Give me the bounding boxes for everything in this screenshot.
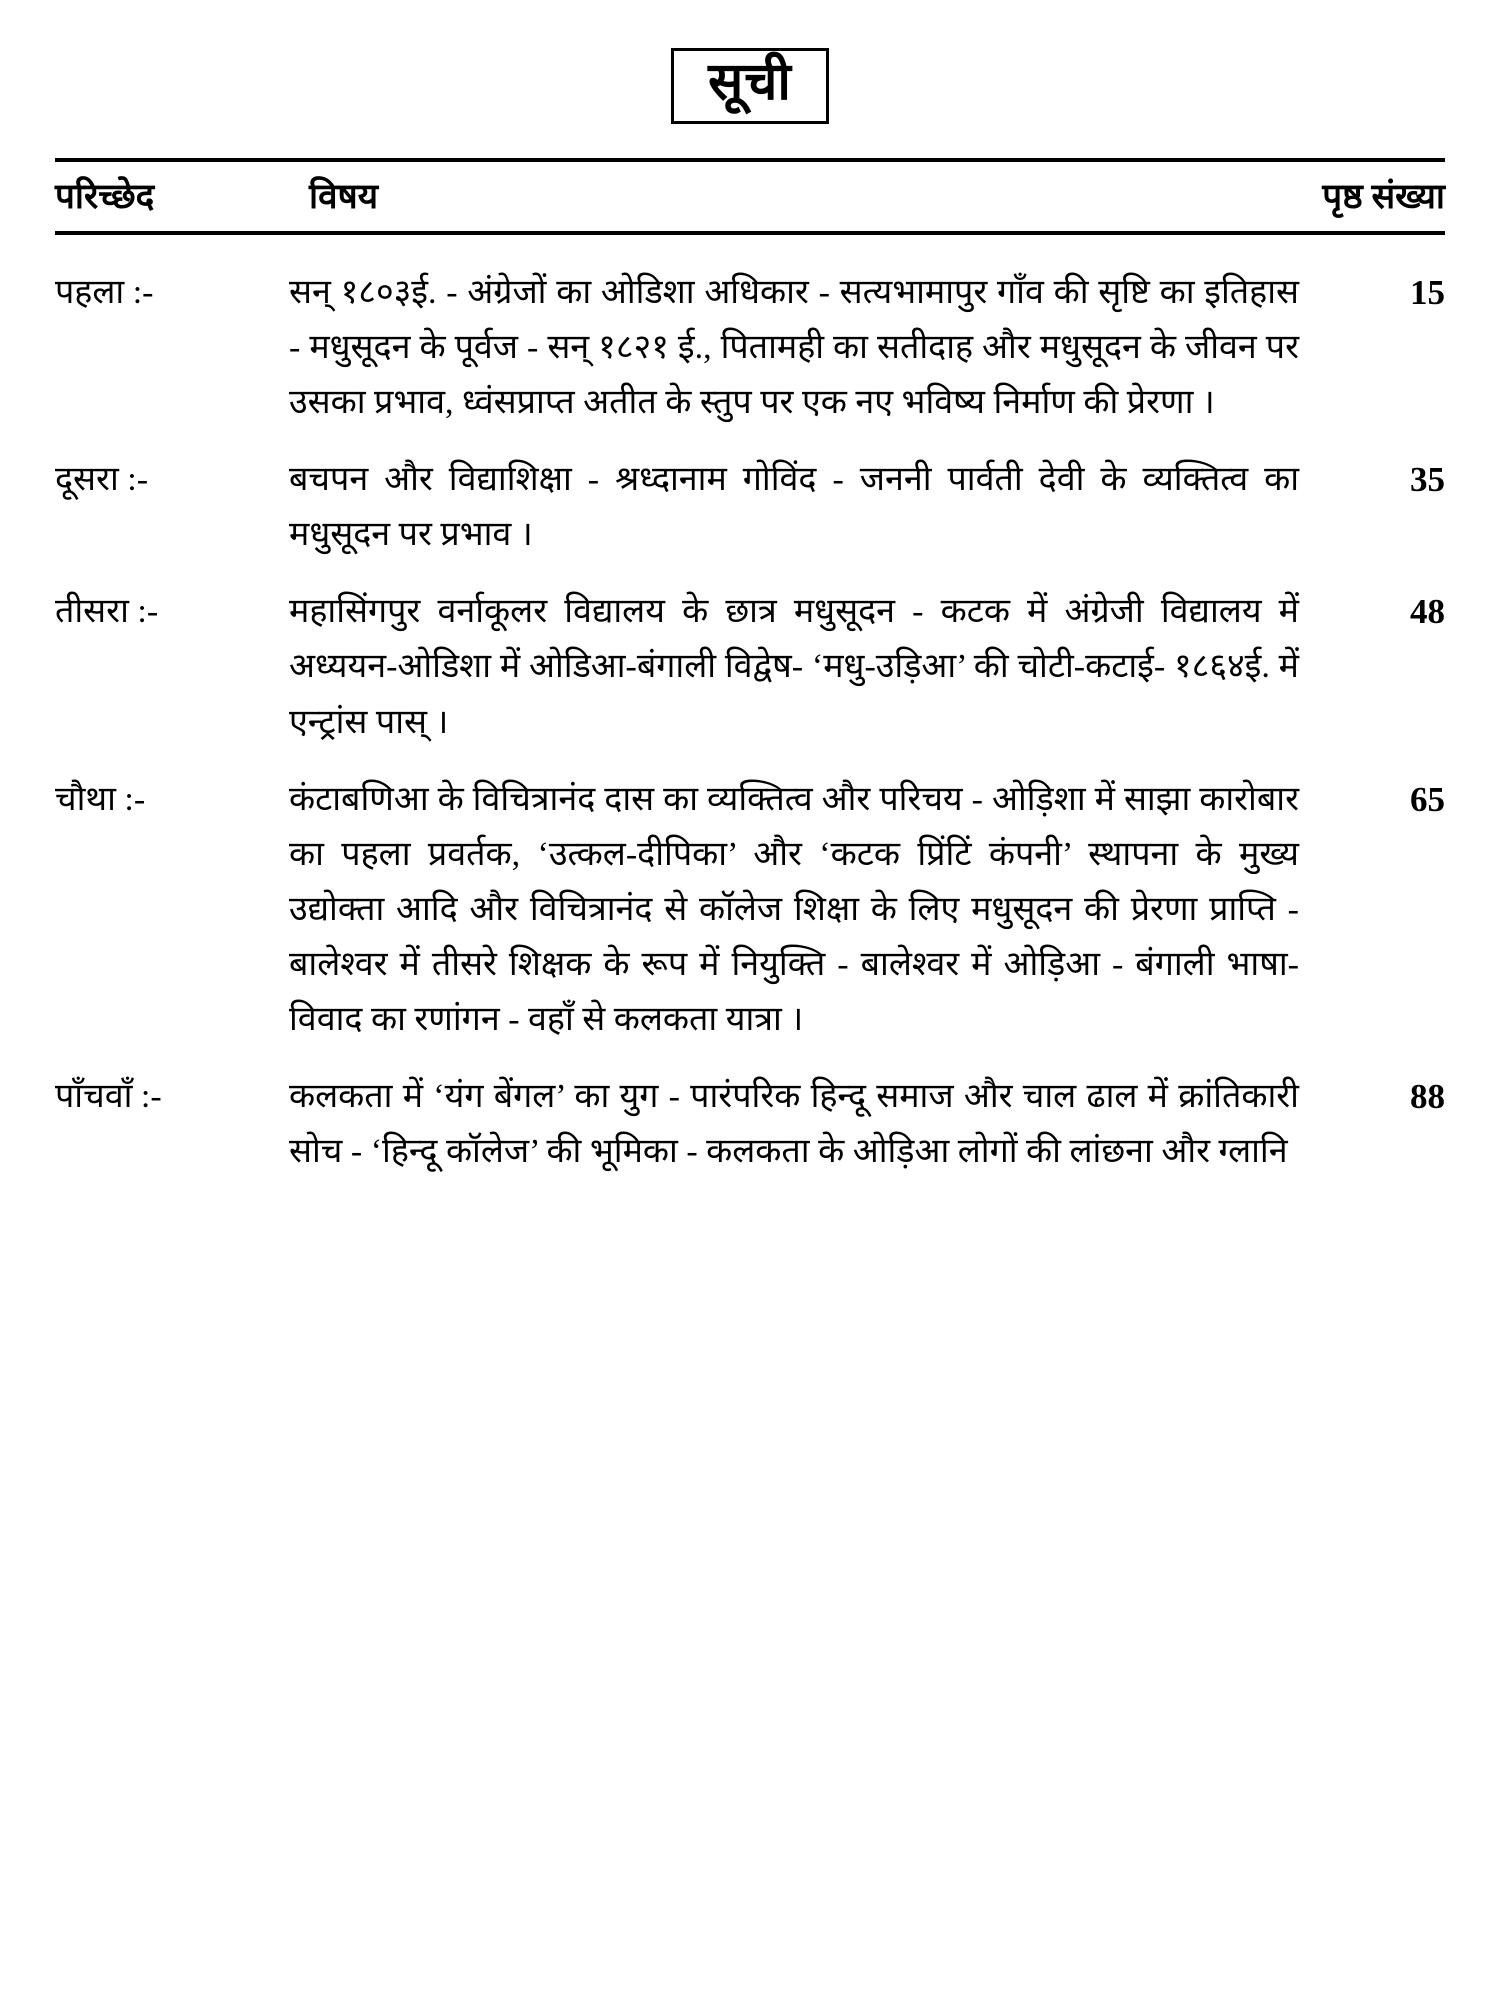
page-title: सूची bbox=[708, 54, 792, 111]
table-row bbox=[55, 772, 1445, 1047]
entry-subject: कंटाबणिआ के विचित्रानंद दास का व्यक्तित्व और परिचय - ओड़िशा में साझा कारोबार का पहला प्रवर्तक, ‘उत्कल-दीपिका’ और ‘कटक प्रिंटिं कंपनी’ स्थापना के मुख्य उद्योक्ता आदि और विचित्रानंद से कॉलेज शिक्षा के लिए मधुसूदन की प्रेरणा प्राप्ति - बालेश्वर में तीसरे शिक्षक के रूप में नियुक्ति - बालेश्वर में ओड़िआ - बंगाली भाषा-विवाद का रणांगन - वहाँ से कलकता यात्रा । bbox=[289, 780, 1299, 1038]
entry-subject: सन् १८०३ई. - अंग्रेजों का ओडिशा अधिकार - सत्यभामापुर गाँव की सृष्टि का इतिहास - मधुसूदन के पूर्वज - सन् १८२१ ई., पितामही का सतीदाह और मधुसूदन के जीवन पर उसका प्रभाव, ध्वंसप्राप्त अतीत के स्तुप पर एक नए भविष्य निर्माण की प्रेरणा । bbox=[289, 274, 1299, 422]
page-title-box bbox=[671, 48, 829, 124]
table-row bbox=[55, 452, 1445, 562]
entry-chapter: तीसरा :- bbox=[55, 593, 159, 631]
header-label-subject: विषय bbox=[309, 177, 379, 216]
entry-chapter: पहला :- bbox=[55, 274, 154, 311]
entry-subject: महासिंगपुर वर्नाकूलर विद्यालय के छात्र मधुसूदन - कटक में अंग्रेजी विद्यालय में अध्ययन-ओडिशा में ओडिआ-बंगाली विद्वेष- ‘मधु-उड़िआ’ की चोटी-कटाई- १८६४ई. में एन्ट्रांस पास् । bbox=[289, 593, 1299, 741]
table-row bbox=[55, 584, 1445, 749]
entry-page-number: 15 bbox=[1410, 273, 1445, 312]
header-cell-page bbox=[1220, 172, 1445, 219]
entry-page-number: 48 bbox=[1410, 592, 1445, 632]
table-row bbox=[55, 1069, 1445, 1179]
entry-chapter: दूसरा :- bbox=[55, 461, 149, 499]
toc-entries bbox=[55, 235, 1445, 1179]
entry-chapter: चौथा :- bbox=[55, 780, 146, 818]
header-label-page: पृष्ठ संख्या bbox=[1322, 177, 1445, 216]
header-label-chapter: परिच्छेद bbox=[55, 177, 155, 216]
page-title-container bbox=[55, 0, 1445, 124]
header-cell-subject bbox=[287, 172, 1220, 219]
entry-subject: बचपन और विद्याशिक्षा - श्रध्दानाम गोविंद - जननी पार्वती देवी के व्यक्तित्व का मधुसूदन पर प्रभाव । bbox=[289, 461, 1299, 554]
entry-page-number: 65 bbox=[1410, 779, 1445, 819]
table-row bbox=[55, 265, 1445, 430]
entry-subject: कलकता में ‘यंग बेंगल’ का युग - पारंपरिक हिन्दू समाज और चाल ढाल में क्रांतिकारी सोच - ‘हिन्दू कॉलेज’ की भूमिका - कलकता के ओड़िआ लोगों की लांछना और ग्लानि bbox=[289, 1078, 1299, 1171]
table-header bbox=[55, 162, 1445, 231]
entry-chapter: पाँचवाँ :- bbox=[55, 1078, 162, 1116]
header-cell-chapter bbox=[55, 172, 287, 219]
entry-page-number: 35 bbox=[1410, 460, 1445, 500]
entry-page-number: 88 bbox=[1410, 1077, 1445, 1117]
